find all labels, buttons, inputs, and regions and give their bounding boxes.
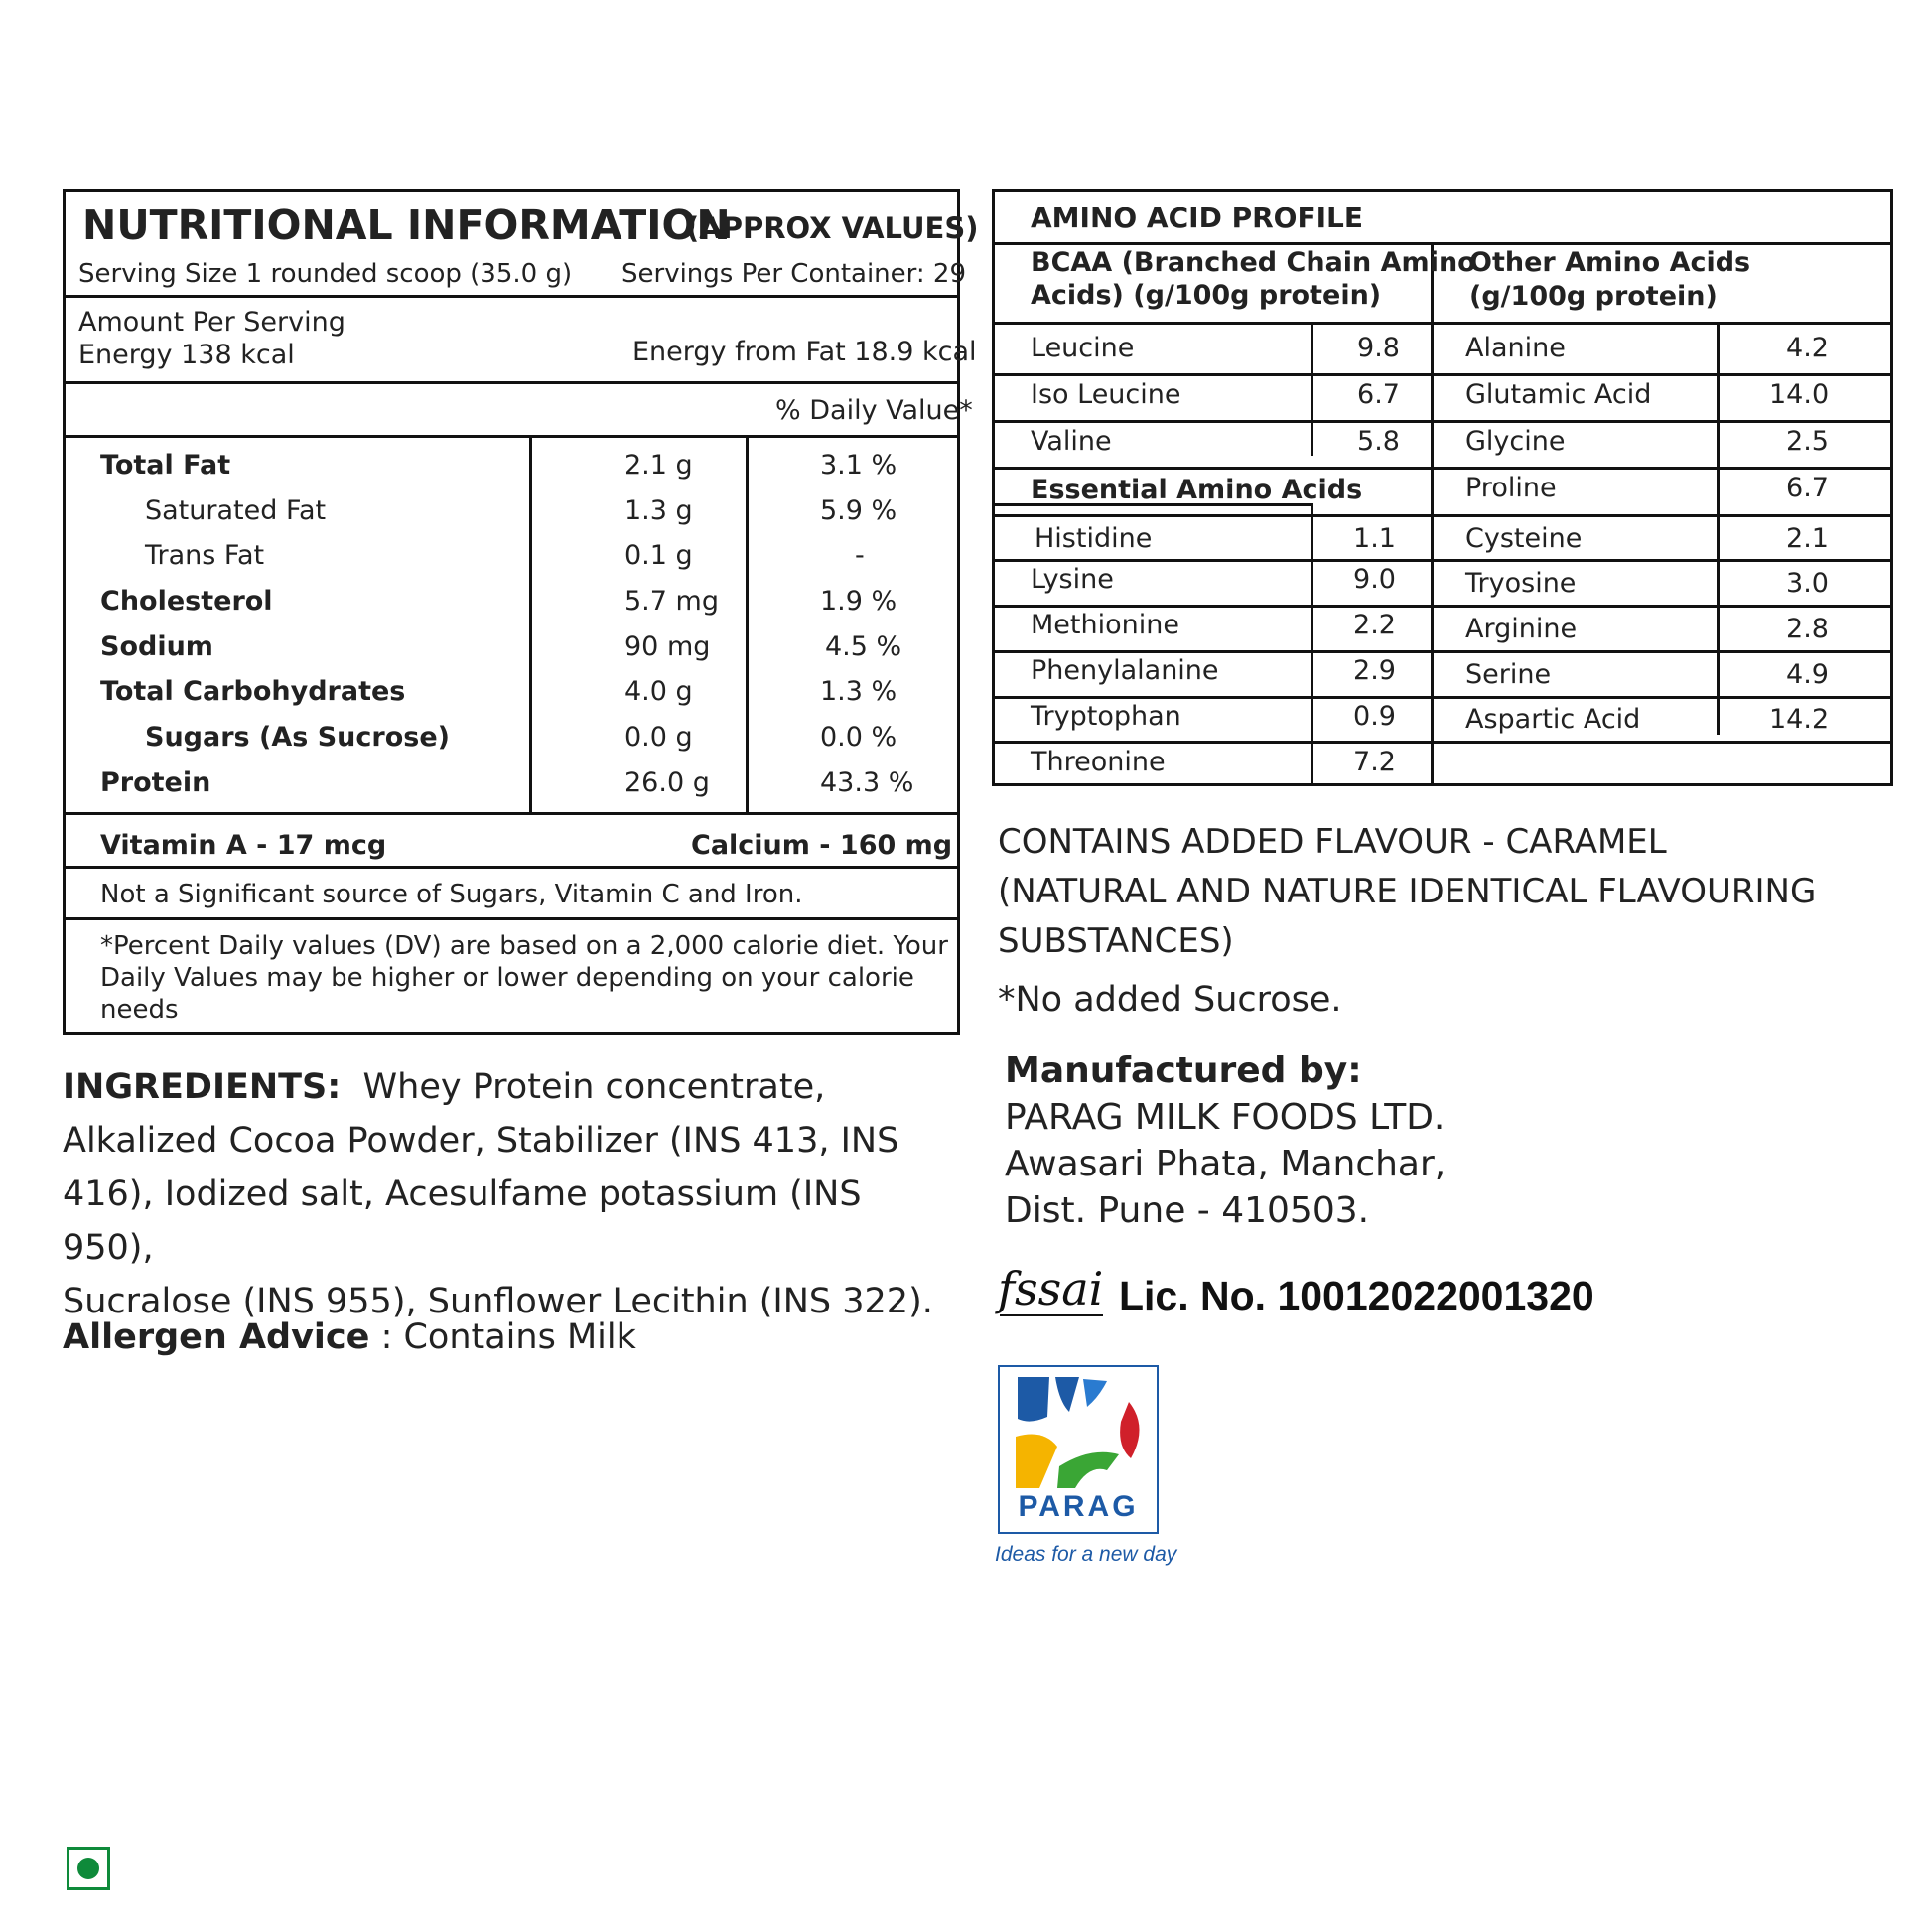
nutrient-daily-value: 1.9 % [820,586,897,617]
other-header-line: Other Amino Acids [1469,247,1751,278]
flavour-line: SUBSTANCES) [998,921,1234,961]
nutrient-amount: 26.0 g [624,767,710,798]
nutrient-name: Total Carbohydrates [100,676,406,707]
amino-acid-panel [992,189,1893,786]
amino-value: 1.1 [1353,523,1396,554]
nutrient-amount: 0.1 g [624,540,693,571]
divider [66,917,957,920]
nutrient-daily-value: 4.5 % [825,631,902,662]
fssai-license: Lic. No. 10012022001320 [1119,1273,1594,1318]
manufacturer-address: Dist. Pune - 410503. [1005,1190,1370,1231]
divider [995,605,1890,608]
column-divider [529,435,532,812]
column-divider [1717,322,1720,735]
amino-name: Serine [1465,659,1552,690]
allergen-label: Allergen Advice [63,1317,370,1357]
ingredients-line: Alkalized Cocoa Powder, Stabilizer (INS 413, INS [63,1121,899,1161]
servings-per-container: Servings Per Container: 29 [621,259,967,289]
divider [66,435,957,438]
fssai-logo [998,1263,1107,1322]
nutrient-amount: 5.7 mg [624,586,719,617]
footnote-line: *Percent Daily values (DV) are based on a 2,000 calorie diet. Your [100,931,948,961]
amino-value: 4.2 [1786,333,1829,363]
amino-value: 6.7 [1357,379,1400,410]
divider [66,295,957,298]
manufacturer-block [1005,1047,1446,1234]
nutrient-daily-value: 3.1 % [820,450,897,481]
nutrient-name: Total Fat [100,450,231,481]
amino-name: Methionine [1031,610,1179,640]
divider [995,559,1890,562]
nutrient-amount: 2.1 g [624,450,693,481]
nutrient-daily-value: 1.3 % [820,676,897,707]
nutrient-daily-value: 43.3 % [820,767,914,798]
essential-amino-header: Essential Amino Acids [1031,475,1363,505]
amino-value: 9.8 [1357,333,1400,363]
flavour-statement [998,817,1816,966]
divider [66,812,957,815]
manufacturer-name: PARAG MILK FOODS LTD. [1005,1097,1446,1138]
nutrient-name: Trans Fat [145,540,265,571]
manufacturer-address: Awasari Phata, Manchar, [1005,1144,1447,1184]
amino-name: Tryosine [1465,568,1577,599]
amino-value: 14.2 [1769,704,1830,735]
divider [995,373,1890,376]
amino-value: 14.0 [1769,379,1830,410]
manufacturer-label: Manufactured by: [1005,1050,1362,1091]
calcium: Calcium - 160 mg [691,830,953,861]
amino-name: Tryptophan [1031,701,1181,732]
nutrient-daily-value: 5.9 % [820,495,897,526]
allergen-text: : Contains Milk [380,1317,636,1357]
fssai-underline [1000,1314,1103,1316]
amino-value: 2.2 [1353,610,1396,640]
nutrient-amount: 0.0 g [624,722,693,753]
amino-value: 0.9 [1353,701,1396,732]
amino-name: Cysteine [1465,523,1583,554]
serving-size: Serving Size 1 rounded scoop (35.0 g) [78,259,573,289]
ingredients-line: Sucralose (INS 955), Sunflower Lecithin (INS 322). [63,1282,933,1321]
nutrient-name: Saturated Fat [145,495,327,526]
nutrition-subtitle: (APPROX VALUES) [686,211,979,245]
flavour-line: CONTAINS ADDED FLAVOUR - CARAMEL [998,822,1667,862]
amino-name: Glutamic Acid [1465,379,1652,410]
amino-name: Leucine [1031,333,1135,363]
amino-value: 4.9 [1786,659,1829,690]
column-divider [1311,503,1313,786]
nutrition-facts-panel [63,189,979,1035]
amino-name: Threonine [1031,747,1166,777]
amino-value: 9.0 [1353,564,1396,595]
bcaa-header-line: BCAA (Branched Chain Amino [1031,247,1476,278]
amino-name: Histidine [1035,523,1153,554]
ingredients-line: Whey Protein concentrate, [362,1067,826,1107]
ingredients-label: INGREDIENTS: [63,1067,342,1107]
nutrient-amount: 1.3 g [624,495,693,526]
nutrient-name: Protein [100,767,211,798]
energy-from-fat: Energy from Fat 18.9 kcal [632,337,977,367]
divider [995,467,1890,470]
nutrient-name: Sodium [100,631,213,662]
divider [995,696,1890,699]
amino-name: Valine [1031,426,1112,457]
divider [995,741,1890,744]
amino-value: 2.5 [1786,426,1829,457]
divider [995,322,1890,325]
energy: Energy 138 kcal [78,340,295,370]
amino-value: 3.0 [1786,568,1829,599]
amino-name: Alanine [1465,333,1566,363]
other-header-line: (g/100g protein) [1469,281,1718,312]
bcaa-header-line: Acids) (g/100g protein) [1031,280,1382,311]
amino-name: Arginine [1465,614,1578,644]
vitamin-a: Vitamin A - 17 mcg [100,830,387,861]
amino-value: 6.7 [1786,473,1829,503]
column-divider [1311,322,1313,456]
parag-logo [998,1365,1159,1534]
amino-value: 2.1 [1786,523,1829,554]
nutrient-daily-value: - [855,540,865,571]
footnote-line: Daily Values may be higher or lower depending on your calorie [100,963,914,993]
no-added-sucrose: *No added Sucrose. [998,980,1342,1020]
amino-name: Aspartic Acid [1465,704,1641,735]
column-divider [746,435,749,812]
amino-name: Lysine [1031,564,1114,595]
nutrient-name: Sugars (As Sucrose) [145,722,450,753]
brand-tagline: Ideas for a new day [995,1543,1177,1566]
not-significant-note: Not a Significant source of Sugars, Vitamin C and Iron. [100,880,803,909]
nutrient-name: Cholesterol [100,586,273,617]
divider [995,514,1890,517]
ingredients-block [63,1060,956,1328]
divider [66,866,957,869]
amino-name: Phenylalanine [1031,655,1219,686]
fssai-logo-text: fssai [998,1262,1104,1315]
amino-value: 2.9 [1353,655,1396,686]
divider [995,650,1890,653]
nutrient-amount: 90 mg [624,631,711,662]
divider [995,242,1890,245]
nutrition-title: NUTRITIONAL INFORMATION [82,202,731,249]
nutrient-daily-value: 0.0 % [820,722,897,753]
brand-name: PARAG [1018,1490,1139,1523]
amino-value: 2.8 [1786,614,1829,644]
divider [995,420,1890,423]
amino-value: 7.2 [1353,747,1396,777]
amino-name: Iso Leucine [1031,379,1181,410]
allergen-advice [63,1311,636,1364]
amount-per-serving: Amount Per Serving [78,307,345,338]
amino-title: AMINO ACID PROFILE [1031,202,1363,234]
amino-name: Proline [1465,473,1557,503]
amino-name: Glycine [1465,426,1566,457]
flavour-line: (NATURAL AND NATURE IDENTICAL FLAVOURING [998,872,1817,911]
vegetarian-mark-icon [67,1847,110,1890]
ingredients-line: 416), Iodized salt, Acesulfame potassium (INS 950), [63,1174,862,1268]
daily-value-header: % Daily Value* [775,395,973,426]
footnote-line: needs [100,995,179,1025]
amino-value: 5.8 [1357,426,1400,457]
divider [66,381,957,384]
nutrient-amount: 4.0 g [624,676,693,707]
